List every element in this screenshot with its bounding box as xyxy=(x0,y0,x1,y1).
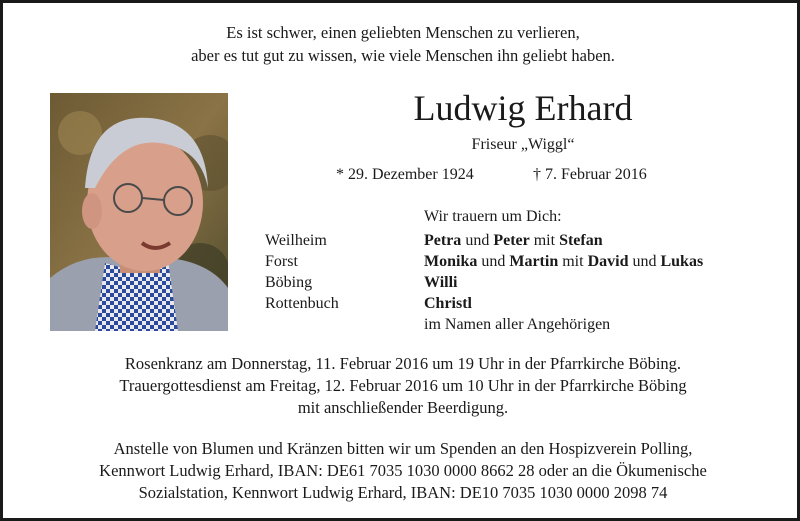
death-date: † 7. Februar 2016 xyxy=(533,166,647,183)
mourner-row xyxy=(424,230,703,251)
mourner-name: Lukas xyxy=(660,253,704,270)
deceased-name: Ludwig Erhard xyxy=(413,88,633,128)
mourner-connector: und xyxy=(477,253,510,270)
mourner-places xyxy=(265,230,339,314)
mourner-name: Stefan xyxy=(559,232,603,249)
donation-info xyxy=(3,438,800,504)
mourner-row xyxy=(424,293,703,314)
mourner-name: David xyxy=(587,253,629,270)
deceased-occupation: Friseur „Wiggl“ xyxy=(471,136,575,153)
memorial-quote xyxy=(3,21,800,67)
mourner-name: Monika xyxy=(424,253,478,270)
birth-date: * 29. Dezember 1924 xyxy=(336,166,474,183)
quote-line: aber es tut gut zu wissen, wie viele Menschen ihn geliebt haben. xyxy=(191,46,615,65)
mourner-place: Weilheim xyxy=(265,232,327,249)
mourner-name: Martin xyxy=(509,253,559,270)
donation-line: Kennwort Ludwig Erhard, IBAN: DE61 7035 1030 0000 8662 28 oder an die Ökumenische xyxy=(99,461,707,480)
mourner-row xyxy=(424,272,703,293)
mourner-connector: und xyxy=(461,232,494,249)
service-line: Rosenkranz am Donnerstag, 11. Februar 2016 um 19 Uhr in der Pfarrkirche Böbing. xyxy=(124,354,682,373)
quote-line: Es ist schwer, einen geliebten Menschen zu verlieren, xyxy=(226,23,580,42)
mourners-closing: im Namen aller Angehörigen xyxy=(424,316,611,333)
mourner-place: Rottenbuch xyxy=(265,295,339,312)
mourner-connector: mit xyxy=(529,232,560,249)
mourners-intro: Wir trauern um Dich: xyxy=(424,208,562,225)
mourner-name: Peter xyxy=(493,232,530,249)
service-line: mit anschließender Beerdigung. xyxy=(297,398,509,417)
portrait-photo xyxy=(50,93,228,331)
donation-line: Anstelle von Blumen und Kränzen bitten wir um Spenden an den Hospizverein Polling, xyxy=(113,439,693,458)
mourner-name: Willi xyxy=(424,274,458,291)
mourner-name: Petra xyxy=(424,232,462,249)
mourner-row xyxy=(424,251,703,272)
mourner-name: Christl xyxy=(424,295,472,312)
mourner-connector: und xyxy=(628,253,661,270)
service-line: Trauergottesdienst am Freitag, 12. Februar 2016 um 10 Uhr in der Pfarrkirche Böbing xyxy=(119,376,687,395)
portrait-image xyxy=(50,93,228,331)
mourner-connector: mit xyxy=(558,253,588,270)
service-info xyxy=(3,353,800,419)
mourner-place: Forst xyxy=(265,253,298,270)
mourner-names xyxy=(424,230,703,335)
donation-line: Sozialstation, Kennwort Ludwig Erhard, IBAN: DE10 7035 1030 0000 2098 74 xyxy=(138,483,668,502)
mourner-place: Böbing xyxy=(265,274,313,291)
